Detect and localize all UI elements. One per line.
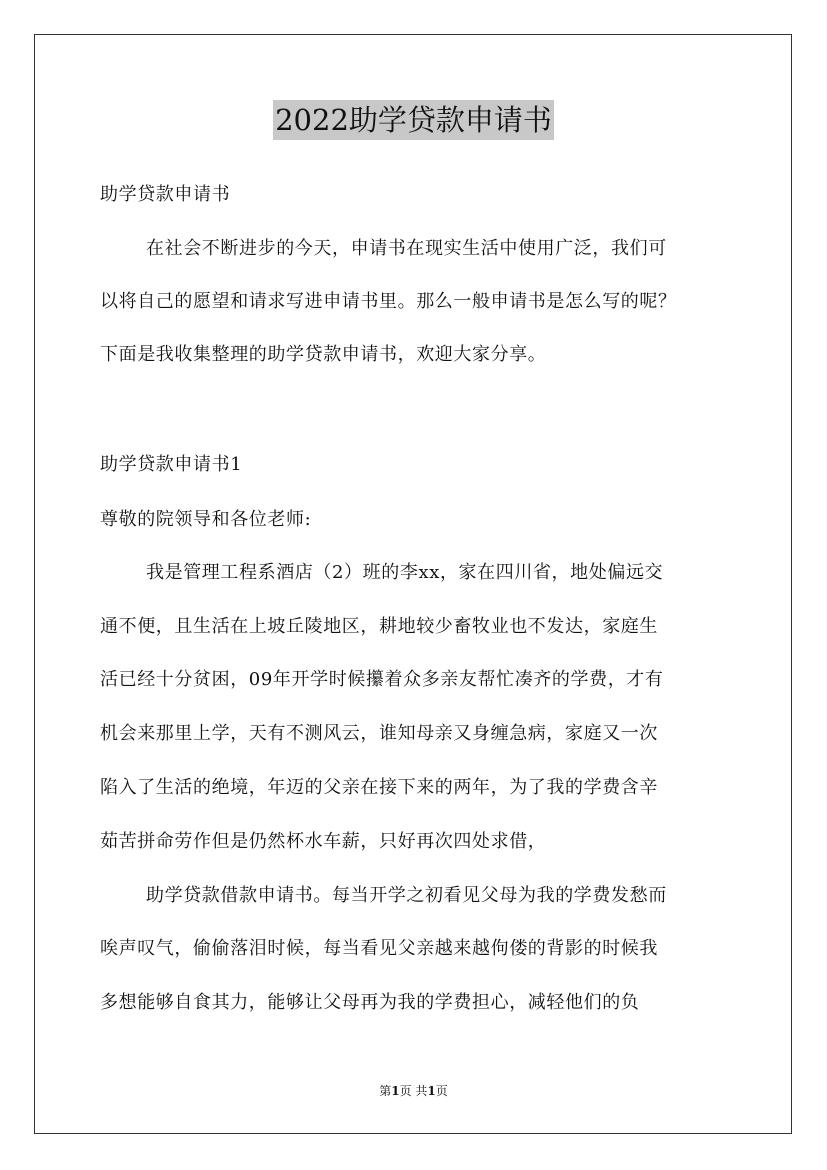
body-line: 下面是我收集整理的助学贷款申请书，欢迎大家分享。 <box>100 344 547 365</box>
body-line: 我是管理工程系酒店（2）班的李xx，家在四川省，地处偏远交 <box>146 562 664 583</box>
body-line: 机会来那里上学，天有不测风云，谁知母亲又身缠急病，家庭又一次 <box>100 723 658 744</box>
section-heading: 助学贷款申请书1 <box>100 454 243 475</box>
body-line: 茹苦拼命劳作但是仍然杯水车薪，只好再次四处求借， <box>100 831 547 852</box>
title-container <box>0 100 827 140</box>
document-title: 2022助学贷款申请书 <box>273 100 554 140</box>
body-line: 以将自己的愿望和请求写进申请书里。那么一般申请书是怎么写的呢？ <box>100 291 677 312</box>
body-line: 通不便，且生活在上坡丘陵地区，耕地较少畜牧业也不发达，家庭生 <box>100 616 658 637</box>
salutation-line: 尊敬的院领导和各位老师: <box>100 509 312 530</box>
footer-middle: 页 共 <box>399 1084 428 1098</box>
body-line: 陷入了生活的绝境，年迈的父亲在接下来的两年，为了我的学费含辛 <box>100 777 658 798</box>
footer-page-number: 1 <box>391 1084 400 1098</box>
body-line: 活已经十分贫困，09年开学时候攥着众多亲友帮忙凑齐的学费，才有 <box>100 669 664 690</box>
body-line: 唉声叹气，偷偷落泪时候，每当看见父亲越来越佝偻的背影的时候我 <box>100 938 658 959</box>
body-line: 在社会不断进步的今天，申请书在现实生活中使用广泛，我们可 <box>146 238 667 259</box>
footer-total-pages: 1 <box>427 1084 436 1098</box>
page-footer <box>0 1083 827 1099</box>
body-line: 多想能够自食其力，能够让父母再为我的学费担心，减轻他们的负 <box>100 992 640 1013</box>
footer-prefix: 第 <box>379 1084 392 1098</box>
footer-suffix: 页 <box>435 1084 448 1098</box>
subtitle-line: 助学贷款申请书 <box>100 184 231 205</box>
body-line: 助学贷款借款申请书。每当开学之初看见父母为我的学费发愁而 <box>146 885 667 906</box>
